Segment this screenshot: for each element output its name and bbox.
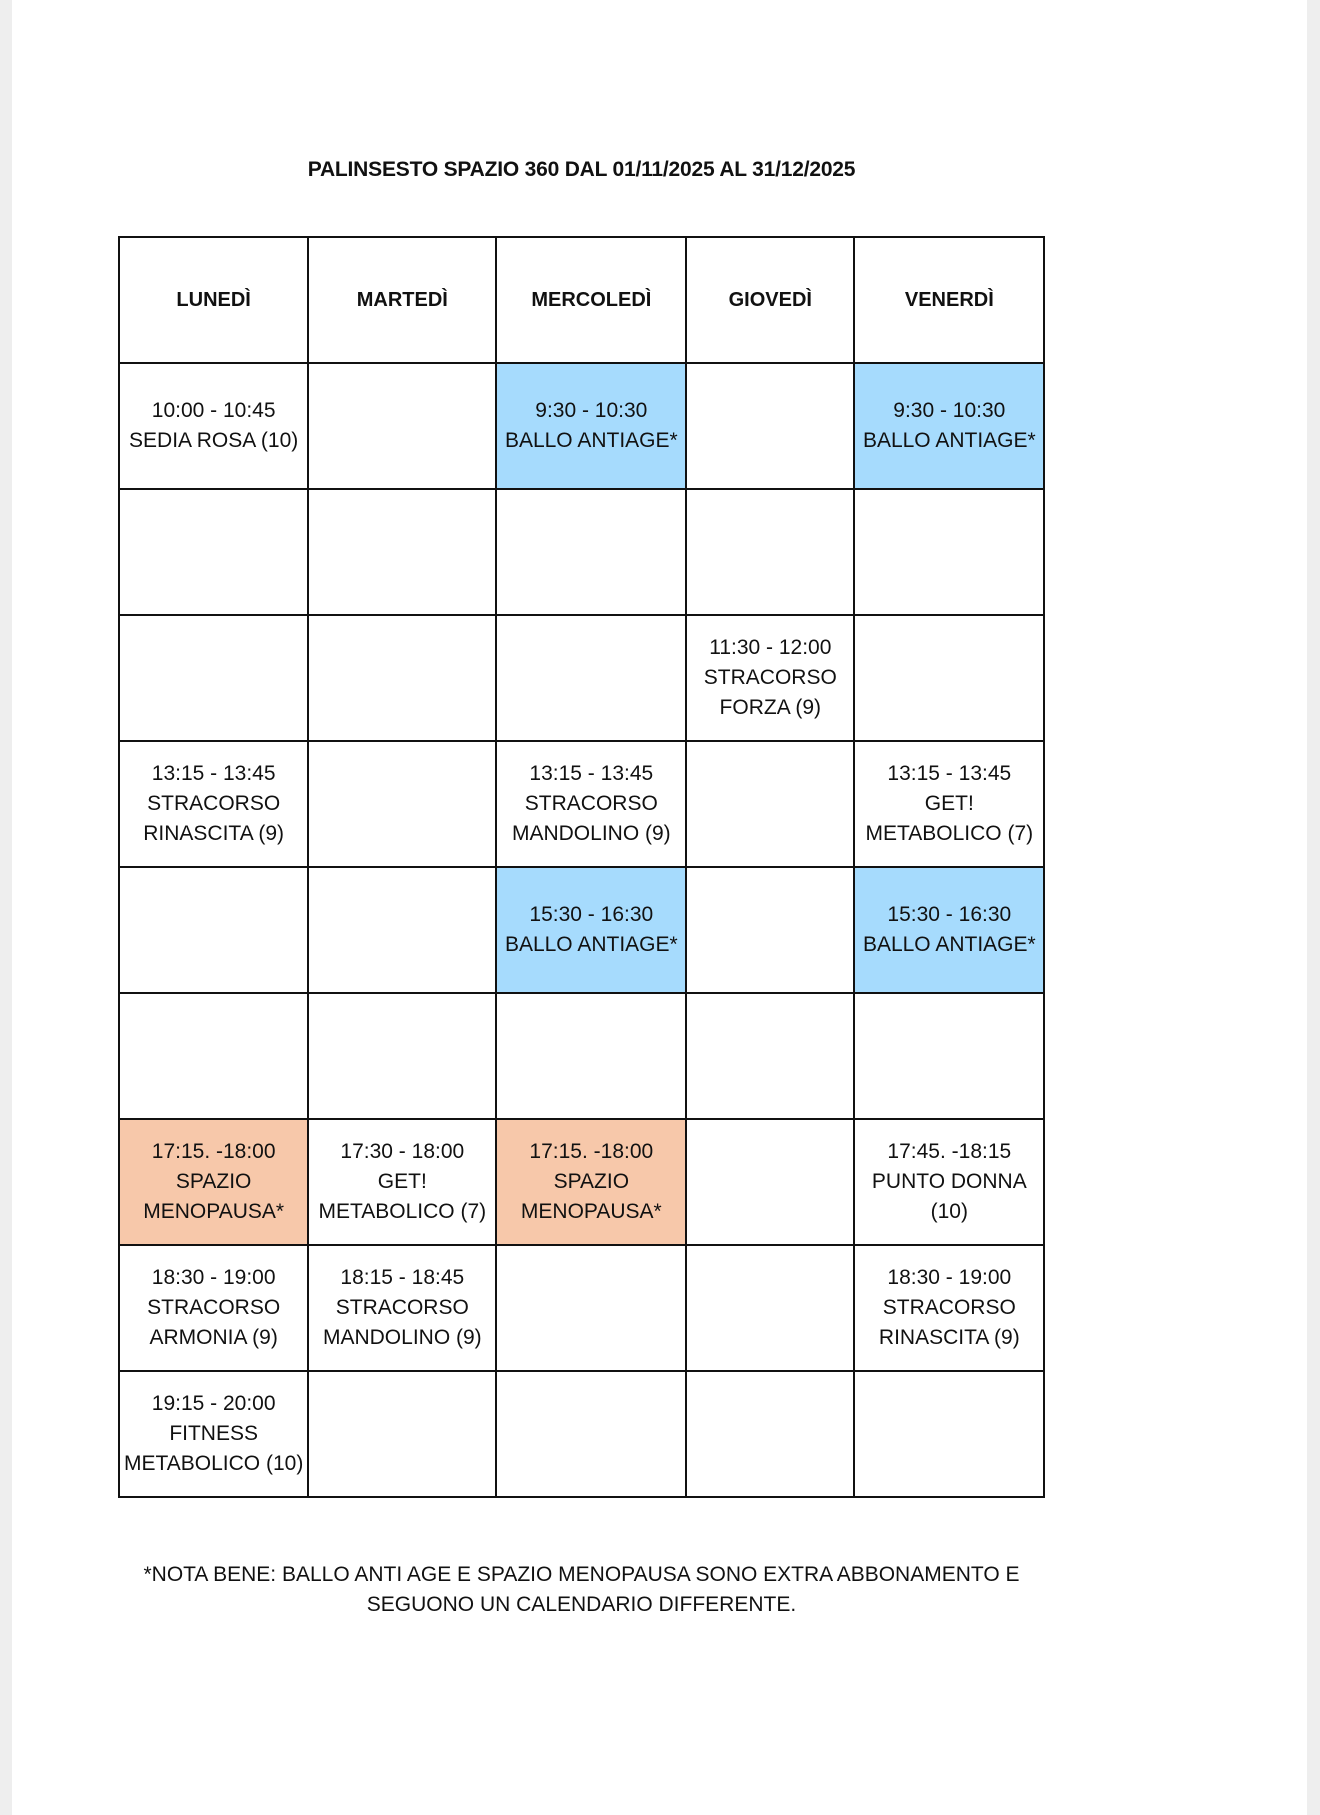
class-cell xyxy=(854,363,1044,489)
class-cell xyxy=(854,1245,1044,1371)
class-time: 17:15. -18:00 xyxy=(529,1140,654,1163)
class-name: MANDOLINO (9) xyxy=(322,1326,482,1349)
class-time: 9:30 - 10:30 xyxy=(893,399,1006,422)
footnote-line: *NOTA BENE: BALLO ANTI AGE E SPAZIO MENOPAUSA SONO EXTRA ABBONAMENTO E xyxy=(143,1563,1020,1586)
class-name: FORZA (9) xyxy=(719,696,822,719)
class-time: 11:30 - 12:00 xyxy=(709,636,832,659)
class-name: ARMONIA (9) xyxy=(149,1326,278,1349)
day-header: LUNEDÌ xyxy=(119,237,308,363)
empty-cell xyxy=(308,741,496,867)
empty-cell xyxy=(308,615,496,741)
class-name: METABOLICO (7) xyxy=(865,822,1034,845)
class-name: METABOLICO (7) xyxy=(318,1200,487,1223)
time-slot-row xyxy=(119,993,1044,1119)
schedule-body xyxy=(119,363,1044,1497)
empty-cell xyxy=(686,1245,854,1371)
class-time: 18:15 - 18:45 xyxy=(340,1266,465,1289)
empty-cell xyxy=(496,993,686,1119)
schedule-title: PALINSESTO SPAZIO 360 DAL 01/11/2025 AL 31/12/2025 xyxy=(307,158,856,181)
class-cell xyxy=(496,867,686,993)
class-name: BALLO ANTIAGE* xyxy=(504,933,678,956)
class-name: SPAZIO xyxy=(175,1170,252,1193)
time-slot-row xyxy=(119,1119,1044,1245)
empty-cell xyxy=(854,489,1044,615)
class-name: BALLO ANTIAGE* xyxy=(504,429,678,452)
empty-cell xyxy=(308,363,496,489)
empty-cell xyxy=(686,1119,854,1245)
time-slot-row xyxy=(119,615,1044,741)
day-header: MERCOLEDÌ xyxy=(496,237,686,363)
empty-cell xyxy=(119,489,308,615)
time-slot-row xyxy=(119,867,1044,993)
empty-cell xyxy=(496,615,686,741)
class-name: FITNESS xyxy=(169,1422,258,1445)
class-time: 17:30 - 18:00 xyxy=(340,1140,465,1163)
empty-cell xyxy=(308,489,496,615)
empty-cell xyxy=(308,1371,496,1497)
empty-cell xyxy=(496,1371,686,1497)
class-time: 18:30 - 19:00 xyxy=(887,1266,1012,1289)
empty-cell xyxy=(119,867,308,993)
class-name: MENOPAUSA* xyxy=(143,1200,285,1223)
day-header: GIOVEDÌ xyxy=(686,237,854,363)
class-cell xyxy=(119,1245,308,1371)
class-time: 13:15 - 13:45 xyxy=(151,762,276,785)
time-slot-row xyxy=(119,363,1044,489)
schedule-table xyxy=(118,236,1045,1498)
empty-cell xyxy=(496,489,686,615)
class-cell xyxy=(119,1371,308,1497)
class-name: MENOPAUSA* xyxy=(520,1200,662,1223)
empty-cell xyxy=(308,867,496,993)
time-slot-row xyxy=(119,1245,1044,1371)
empty-cell xyxy=(854,615,1044,741)
class-time: 19:15 - 20:00 xyxy=(151,1392,276,1415)
class-name: STRACORSO xyxy=(524,792,658,815)
class-time: 15:30 - 16:30 xyxy=(529,903,654,926)
class-time: 17:15. -18:00 xyxy=(151,1140,276,1163)
class-cell xyxy=(686,615,854,741)
class-time: 13:15 - 13:45 xyxy=(887,762,1012,785)
empty-cell xyxy=(686,489,854,615)
class-time: 13:15 - 13:45 xyxy=(529,762,654,785)
header-row xyxy=(119,237,1044,363)
empty-cell xyxy=(686,867,854,993)
class-name: SPAZIO xyxy=(553,1170,630,1193)
class-cell xyxy=(496,741,686,867)
empty-cell xyxy=(496,1245,686,1371)
class-time: 17:45. -18:15 xyxy=(887,1140,1012,1163)
empty-cell xyxy=(119,993,308,1119)
class-name: STRACORSO xyxy=(703,666,837,689)
footnote-line: SEGUONO UN CALENDARIO DIFFERENTE. xyxy=(366,1593,797,1616)
empty-cell xyxy=(686,363,854,489)
day-header: VENERDÌ xyxy=(854,237,1044,363)
class-name: METABOLICO (10) xyxy=(124,1452,304,1475)
day-header: MARTEDÌ xyxy=(308,237,496,363)
class-name: MANDOLINO (9) xyxy=(511,822,671,845)
class-name: RINASCITA (9) xyxy=(143,822,285,845)
empty-cell xyxy=(119,615,308,741)
class-name: RINASCITA (9) xyxy=(878,1326,1020,1349)
class-cell xyxy=(308,1245,496,1371)
time-slot-row xyxy=(119,489,1044,615)
class-time: 10:00 - 10:45 xyxy=(151,399,276,422)
time-slot-row xyxy=(119,1371,1044,1497)
class-name: SEDIA ROSA (10) xyxy=(129,429,299,452)
empty-cell xyxy=(686,1371,854,1497)
class-name: STRACORSO xyxy=(882,1296,1016,1319)
class-cell xyxy=(854,867,1044,993)
class-name: PUNTO DONNA xyxy=(871,1170,1027,1193)
class-name: BALLO ANTIAGE* xyxy=(862,429,1036,452)
class-cell xyxy=(119,1119,308,1245)
class-cell xyxy=(308,1119,496,1245)
time-slot-row xyxy=(119,741,1044,867)
class-name: GET! xyxy=(377,1170,427,1193)
class-cell xyxy=(496,363,686,489)
class-time: 9:30 - 10:30 xyxy=(535,399,648,422)
class-time: 18:30 - 19:00 xyxy=(151,1266,276,1289)
class-name: GET! xyxy=(924,792,974,815)
class-cell xyxy=(854,741,1044,867)
class-name: STRACORSO xyxy=(147,792,281,815)
class-name: (10) xyxy=(930,1200,968,1223)
class-time: 15:30 - 16:30 xyxy=(887,903,1012,926)
class-cell xyxy=(119,741,308,867)
empty-cell xyxy=(686,993,854,1119)
empty-cell xyxy=(854,1371,1044,1497)
empty-cell xyxy=(854,993,1044,1119)
class-cell xyxy=(854,1119,1044,1245)
class-cell xyxy=(496,1119,686,1245)
class-name: BALLO ANTIAGE* xyxy=(862,933,1036,956)
class-cell xyxy=(119,363,308,489)
empty-cell xyxy=(308,993,496,1119)
empty-cell xyxy=(686,741,854,867)
class-name: STRACORSO xyxy=(335,1296,469,1319)
footnote xyxy=(118,1560,1045,1620)
class-name: STRACORSO xyxy=(147,1296,281,1319)
